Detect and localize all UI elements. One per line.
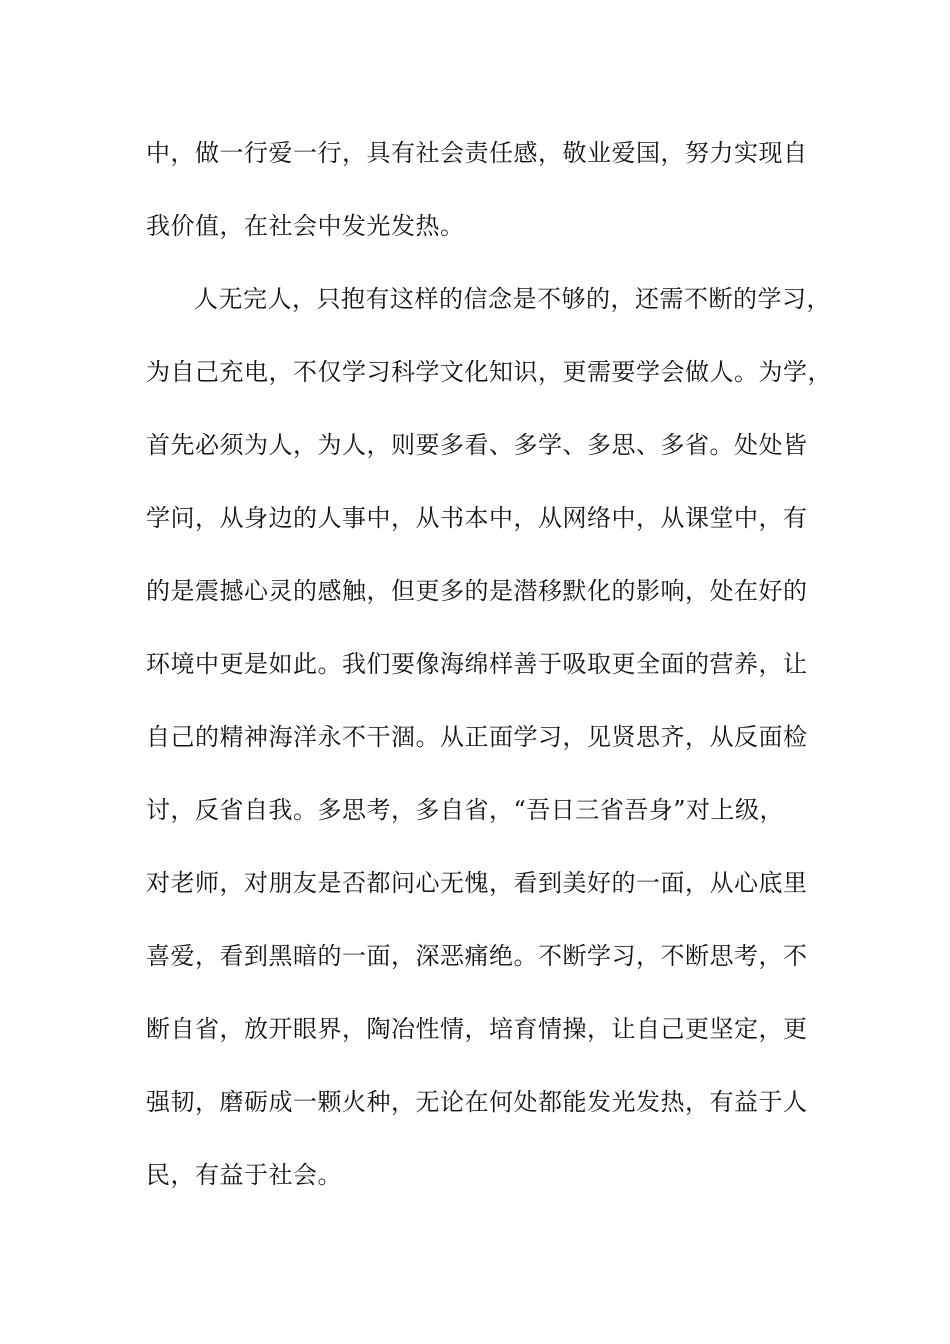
- text-line-2: 我价值，在社会中发光发热。: [146, 212, 465, 240]
- text-line-11: 对老师，对朋友是否都问心无愧，看到美好的一面，从心底里: [146, 869, 808, 897]
- text-line-5: 首先必须为人，为人，则要多看、多学、多思、多省。处处皆: [146, 431, 808, 459]
- text-line-12: 喜爱，看到黑暗的一面，深恶痛绝。不断学习，不断思考，不: [146, 942, 808, 970]
- text-line-10: 讨，反省自我。多思考，多自省，“吾日三省吾身”对上级，: [146, 796, 785, 824]
- text-line-1: 中，做一行爱一行，具有社会责任感，敬业爱国，努力实现自: [146, 139, 808, 167]
- text-line-8: 环境中更是如此。我们要像海绵样善于吸取更全面的营养，让: [146, 650, 808, 678]
- text-line-7: 的是震撼心灵的感触，但更多的是潜移默化的影响，处在好的: [146, 577, 808, 605]
- text-line-4: 为自己充电，不仅学习科学文化知识，更需要学会做人。为学，: [146, 358, 832, 386]
- text-line-15: 民，有益于社会。: [146, 1161, 342, 1189]
- text-line-13: 断自省，放开眼界，陶冶性情，培育情操，让自己更坚定，更: [146, 1015, 808, 1043]
- text-line-9: 自己的精神海洋永不干涸。从正面学习，见贤思齐，从反面检: [146, 723, 808, 751]
- text-line-14: 强韧，磨砺成一颗火种，无论在何处都能发光发热，有益于人: [146, 1088, 808, 1116]
- text-line-6: 学问，从身边的人事中，从书本中，从网络中，从课堂中，有: [146, 504, 808, 532]
- paragraph-start-line: 人无完人，只抱有这样的信念是不够的，还需不断的学习，: [194, 285, 831, 313]
